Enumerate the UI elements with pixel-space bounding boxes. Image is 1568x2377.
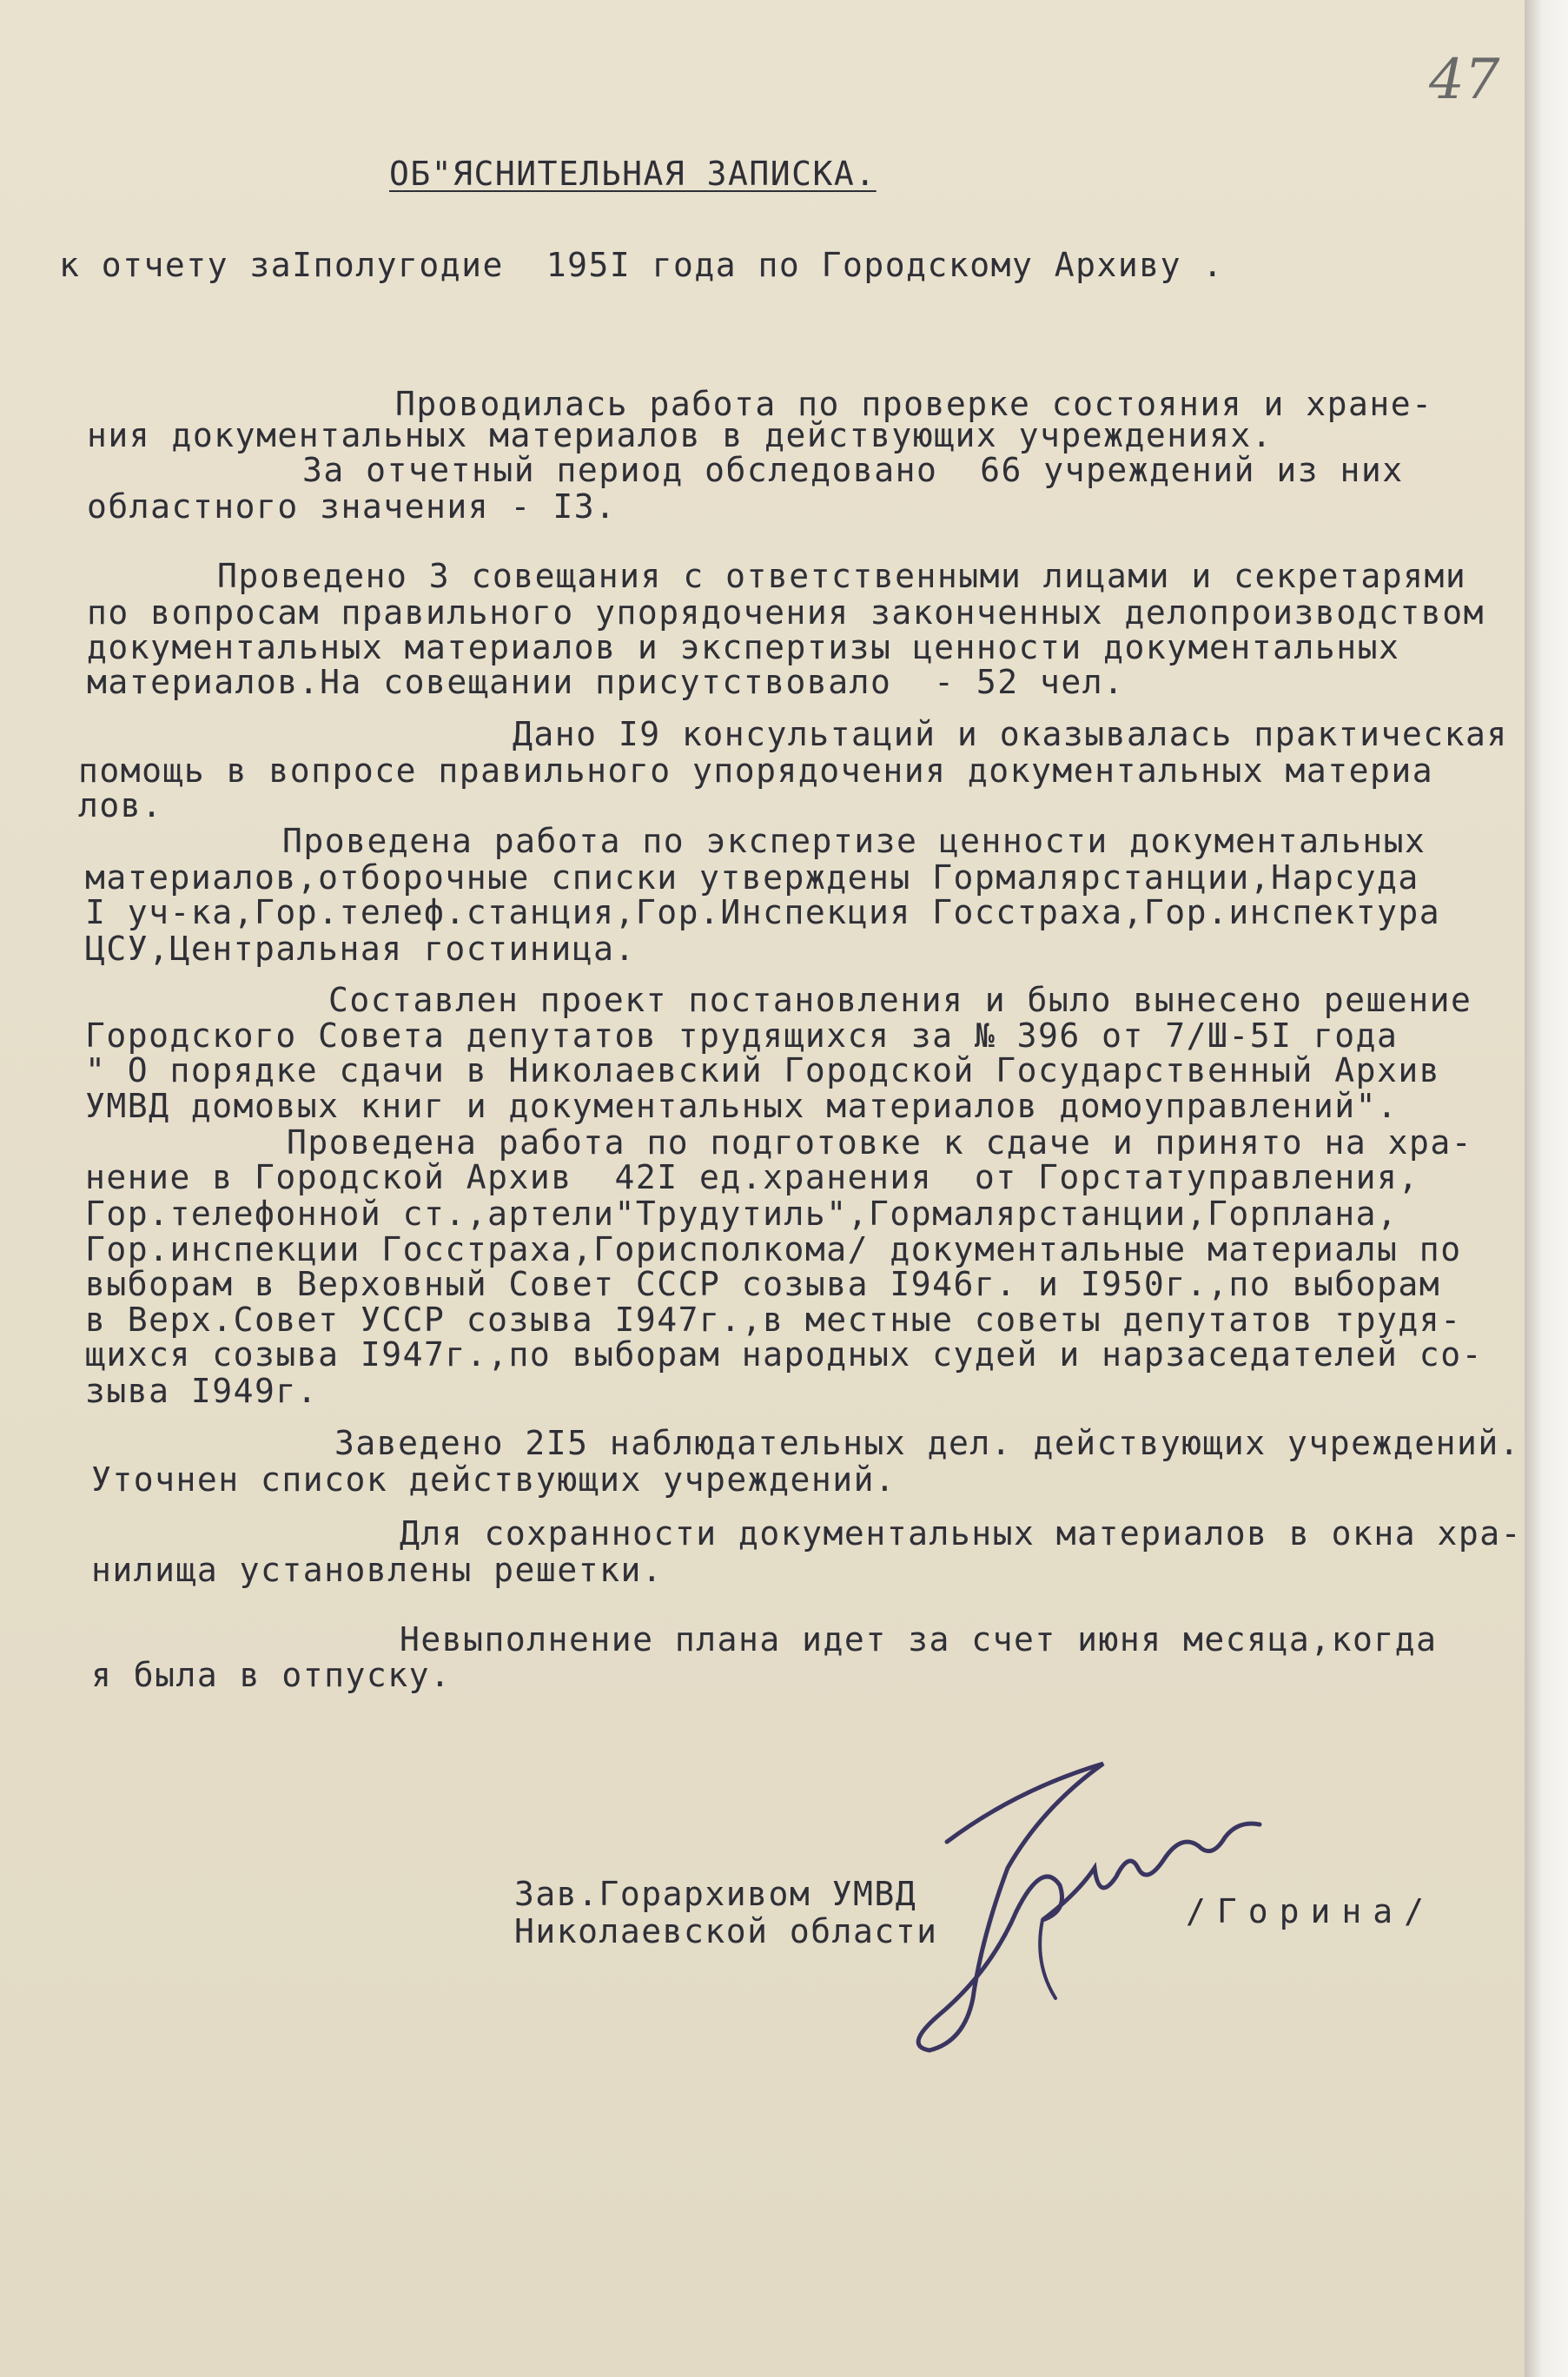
- text-line: Городского Совета депутатов трудящихся за № 396 от 7/Ш-5I года: [85, 1016, 1399, 1055]
- text-line: в Верх.Совет УССР созыва I947г.,в местные советы депутатов трудя-: [85, 1301, 1462, 1339]
- text-line: Проведено 3 совещания с ответственными лицами и секретарями: [217, 557, 1467, 595]
- text-line: материалов,отборочные списки утверждены Гормалярстанции,Нарсуда: [85, 858, 1419, 897]
- text-line: выборам в Верховный Совет СССР созыва I946г. и I950г.,по выборам: [85, 1265, 1441, 1303]
- text-line: I уч-ка,Гор.телеф.станция,Гор.Инспекция Госстраха,Гор.инспектура: [85, 893, 1441, 931]
- signature-position-line2: Николаевской области: [514, 1912, 938, 1950]
- text-line: " О порядке сдачи в Николаевский Городской Государственный Архив: [85, 1051, 1441, 1089]
- text-line: зыва I949г.: [85, 1372, 319, 1410]
- text-line: документальных материалов и экспертизы ценности документальных: [87, 628, 1400, 666]
- text-line: помощь в вопросе правильного упорядочения документальных материа: [78, 752, 1434, 790]
- text-line: ЦСУ,Центральная гостиница.: [85, 930, 636, 968]
- page-number: 47: [1429, 48, 1500, 112]
- text-line: по вопросам правильного упорядочения законченных делопроизводством: [87, 593, 1485, 632]
- text-line: нилища установлены решетки.: [91, 1551, 664, 1589]
- text-line: щихся созыва I947г.,по выборам народных судей и нарзаседателей со-: [85, 1335, 1483, 1374]
- text-line: материалов.На совещании присутствовало - 52 чел.: [87, 663, 1125, 701]
- text-line: ния документальных материалов в действующих учреждениях.: [87, 416, 1274, 454]
- signature-position-line1: Зав.Горархивом УМВД: [514, 1875, 917, 1913]
- text-line: областного значения - I3.: [87, 487, 617, 526]
- text-line: Проведена работа по подготовке к сдаче и принято на хра-: [287, 1123, 1473, 1162]
- text-line: Уточнен список действующих учреждений.: [91, 1460, 896, 1499]
- text-line: Составлен проект постановления и было вынесено решение: [328, 981, 1472, 1019]
- signatory-name: /Горина/: [1186, 1892, 1436, 1930]
- text-line: Дано I9 консультаций и оказывалась практическая: [513, 715, 1508, 753]
- document-title: ОБ"ЯСНИТЕЛЬНАЯ ЗАПИСКА.: [389, 155, 877, 193]
- text-line: Проводилась работа по проверке состояния и хране-: [395, 385, 1433, 423]
- text-line: нение в Городской Архив 42I ед.хранения от Горстатуправления,: [85, 1158, 1419, 1196]
- text-line: Гор.телефонной ст.,артели"Трудутиль",Гормалярстанции,Горплана,: [85, 1195, 1399, 1233]
- text-line: Для сохранности документальных материалов в окна хра-: [400, 1514, 1523, 1553]
- text-line: УМВД домовых книг и документальных материалов домоуправлений".: [85, 1087, 1399, 1125]
- text-line: Невыполнение плана идет за счет июня месяца,когда: [400, 1620, 1438, 1659]
- document-subtitle: к отчету заIполугодие 195I года по Городскому Архиву .: [59, 246, 1224, 284]
- text-line: За отчетный период обследовано 66 учреждений из них: [302, 451, 1404, 489]
- text-line: Проведена работа по экспертизе ценности документальных: [282, 822, 1426, 860]
- text-line: Гор.инспекции Госстраха,Горисполкома/ документальные материалы по: [85, 1230, 1462, 1268]
- text-line: я была в отпуску.: [91, 1656, 452, 1694]
- handwritten-signature: [912, 1738, 1277, 2068]
- text-line: лов.: [78, 786, 163, 824]
- text-line: Заведено 2I5 наблюдательных дел. действующих учреждений.: [334, 1424, 1521, 1462]
- page-edge-background: [1525, 0, 1568, 2377]
